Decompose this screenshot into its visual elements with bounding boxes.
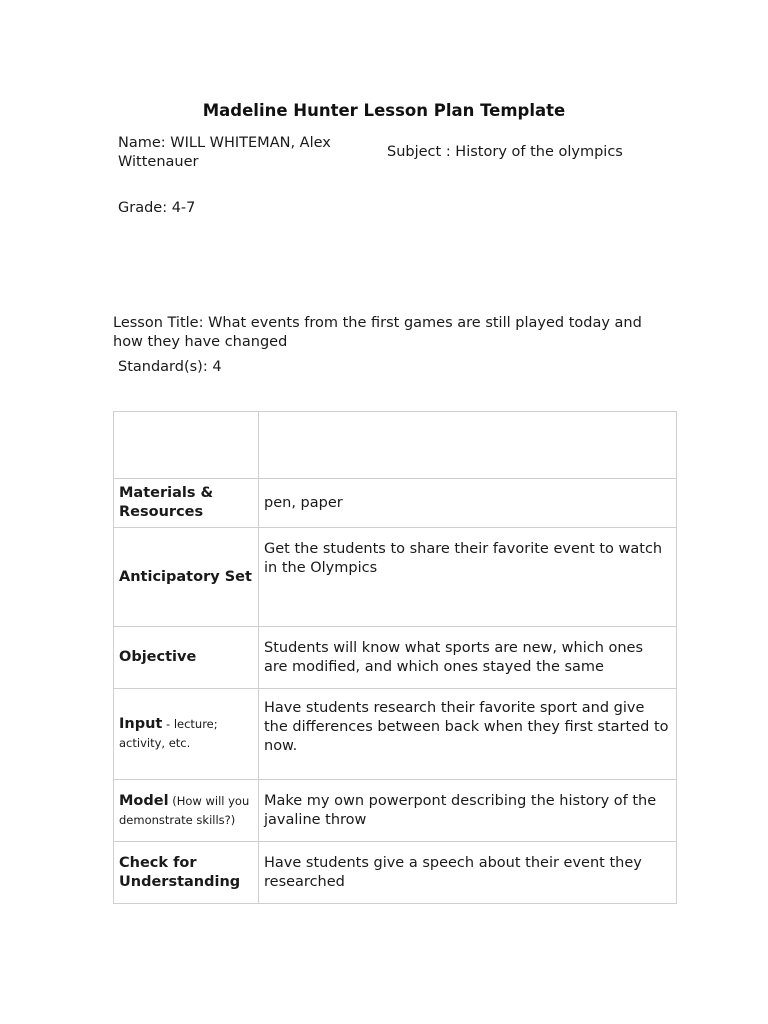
table-row-header [114, 412, 677, 479]
table-row-model [114, 780, 677, 842]
model-label-cell [114, 780, 259, 842]
objective-label: Objective [114, 627, 259, 689]
materials-label: Materials & Resources [114, 479, 259, 528]
document-title: Madeline Hunter Lesson Plan Template [202, 101, 566, 120]
model-note: (How will you demonstrate skills?) [119, 793, 250, 827]
check-label: Check for Understanding [114, 842, 259, 904]
table-row-anticipatory [114, 528, 677, 627]
author-names: Name: WILL WHITEMAN, Alex Wittenauer [118, 135, 331, 170]
check-content: Have students give a speech about their event they researched [259, 842, 677, 904]
materials-content: pen, paper [259, 479, 677, 528]
input-note: - lecture; activity, etc. [119, 717, 218, 750]
input-label: Input [119, 716, 163, 732]
lesson-title: Lesson Title: What events from the first games are still played today and how they have changed [113, 315, 642, 350]
table-row-objective [114, 627, 677, 689]
header-label-cell [114, 412, 259, 479]
standards-line: Standard(s): 4 [118, 359, 222, 375]
lesson-plan-table [113, 411, 677, 904]
input-content: Have students research their favorite sport and give the differences between back when they first started to now. [259, 689, 677, 780]
objective-content: Students will know what sports are new, which ones are modified, and which ones stayed the same [259, 627, 677, 689]
header-content-cell [259, 412, 677, 479]
anticipatory-label: Anticipatory Set [114, 528, 259, 627]
grade-line: Grade: 4-7 [118, 200, 196, 216]
anticipatory-content: Get the students to share their favorite event to watch in the Olympics [259, 528, 677, 627]
table-row-materials [114, 479, 677, 528]
model-content: Make my own powerpont describing the history of the javaline throw [259, 780, 677, 842]
input-label-cell [114, 689, 259, 780]
table-row-check [114, 842, 677, 904]
model-label: Model [119, 792, 169, 809]
subject-line: Subject : History of the olympics [387, 144, 623, 160]
table-row-input [114, 689, 677, 780]
